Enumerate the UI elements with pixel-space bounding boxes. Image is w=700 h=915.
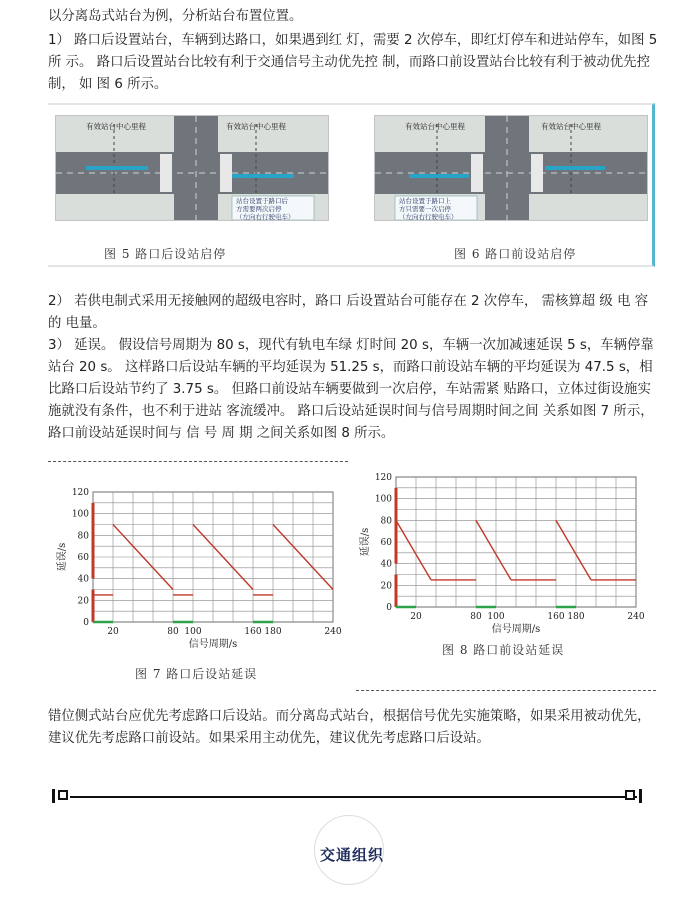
conclusion-paragraph: 错位侧式站台应优先考虑路口后设站。而分离岛式站台，根据信号优先实施策略，如果采用被动优先，建议优先考虑路口前设站。如果采用主动优先，建议优先考虑路口后设站。 (48, 709, 651, 746)
fig8-ytick: 20 (380, 581, 392, 592)
ornament-left-bar (52, 789, 55, 803)
fig7-ytick: 40 (77, 574, 89, 585)
fig6-platform-left (409, 174, 469, 178)
ornament-right-bar (639, 789, 642, 803)
fig5-callout-line1: 站台设置于路口后 (236, 197, 288, 205)
fig7-ytick: 120 (71, 488, 89, 498)
fig5-platform-right (232, 174, 294, 178)
fig8-ytick: 0 (386, 603, 392, 613)
divider-dashed-bottom (356, 690, 656, 691)
fig7-caption: 图 7 路口后设站延误 (135, 667, 258, 681)
fig8-xtick: 180 (567, 612, 585, 622)
fig8-ytick: 80 (380, 516, 392, 527)
fig8-caption: 图 8 路口前设站延误 (442, 643, 565, 657)
fig8-ylabel: 延误/s (360, 527, 371, 557)
fig5-platform-left (86, 166, 148, 170)
fig7-ytick: 80 (77, 531, 89, 542)
fig6-platform-right (545, 166, 605, 170)
fig8-ytick: 120 (374, 473, 392, 483)
fig8-xtick: 240 (627, 612, 645, 622)
fig7-ytick: 20 (77, 596, 89, 607)
fig6-callout-line3: （左向右行驶电车） (399, 213, 458, 220)
fig5-callout-line3: （左向右行驶电车） (236, 213, 295, 220)
fig7-xtick: 160 (244, 627, 262, 637)
fig8-ytick: 60 (380, 538, 392, 548)
fig7-xtick: 240 (324, 627, 342, 637)
fig7-xtick: 80 (167, 627, 179, 637)
intro-paragraph: 以分离岛式站台为例，分析站台布置位置。 (48, 9, 303, 24)
fig8-ytick: 100 (374, 494, 392, 505)
fig7-ytick: 100 (71, 509, 89, 520)
fig6-callout-line2: 方只需要一次启停 (399, 205, 451, 213)
paragraph-item-2: 2） 若供电制式采用无接触网的超级电容时，路口 后设置站台可能存在 2 次停车， 需核算超 级 电 容 的 电量。 (48, 294, 649, 331)
fig8-xlabel: 信号周期/s (491, 624, 541, 635)
fig6-label-left: 有效站台中心里程 (405, 122, 465, 131)
fig8-xtick: 80 (470, 612, 482, 622)
figure-panel-5-6 (48, 103, 655, 267)
fig7-xlabel: 信号周期/s (188, 639, 238, 650)
fig6-intersection-image (374, 115, 648, 221)
fig7-chart (55, 480, 355, 680)
ornament-right-box (625, 790, 635, 800)
fig5-intersection-image (55, 115, 329, 221)
fig6-caption: 图 6 路口前设站启停 (454, 247, 577, 261)
ornament-line (70, 796, 637, 798)
paragraph-item-3: 3） 延误。 假设信号周期为 80 s，现代有轨电车绿 灯时间 20 s，车辆一次加减速延误 5 s，车辆停靠 站台 20 s。 这样路口后设站车辆的平均延误为 51.25 s，而路口前设站车辆的平均延误为 47.5 s，相比路口后设站节约了 3.75 s。 但路口前设站车辆要做到一次启停，车站需紧 贴路口，立体过街设施实施就没有条件，也不利于进站 客流缓冲。 路口后设站延误时间与信号周期时间之间 关系如图 7 所示， 路口前设站延误时间与 信 号 周 期 之间关系如图 8 所示。 (48, 338, 654, 441)
fig5-caption: 图 5 路口后设站启停 (104, 247, 227, 261)
fig8-xtick: 100 (487, 612, 505, 622)
fig7-ytick: 0 (83, 618, 89, 628)
fig8-chart (358, 465, 658, 665)
fig5-callout-line2: 方需要两次启停 (236, 205, 282, 213)
fig8-xtick: 160 (547, 612, 565, 622)
ornament-left-box (58, 790, 68, 800)
divider-dashed-top (48, 461, 348, 462)
fig8-ytick: 40 (380, 559, 392, 570)
fig7-xtick: 100 (184, 627, 202, 637)
fig6-callout-line1: 站台设置于路口上 (399, 197, 451, 205)
fig5-label-right: 有效站台中心里程 (226, 122, 286, 131)
fig7-xtick: 180 (264, 627, 282, 637)
seal-text: 交通组织 (320, 846, 385, 864)
fig8-xtick: 20 (410, 612, 422, 622)
fig6-label-right: 有效站台中心里程 (541, 122, 601, 131)
fig5-label-left: 有效站台中心里程 (86, 122, 146, 131)
fig7-ytick: 60 (77, 553, 89, 563)
fig7-xtick: 20 (107, 627, 119, 637)
fig7-ylabel: 延误/s (57, 542, 68, 572)
paragraph-item-1: 1） 路口后设置站台，车辆到达路口，如果遇到红 灯，需要 2 次停车，即红灯停车和进站停车，如图 5 所 示。 路口后设置站台比较有利于交通信号主动优先控 制，而路口前设置站台比较有利于被动优先控制， 如 图 6 所示。 (48, 33, 658, 92)
